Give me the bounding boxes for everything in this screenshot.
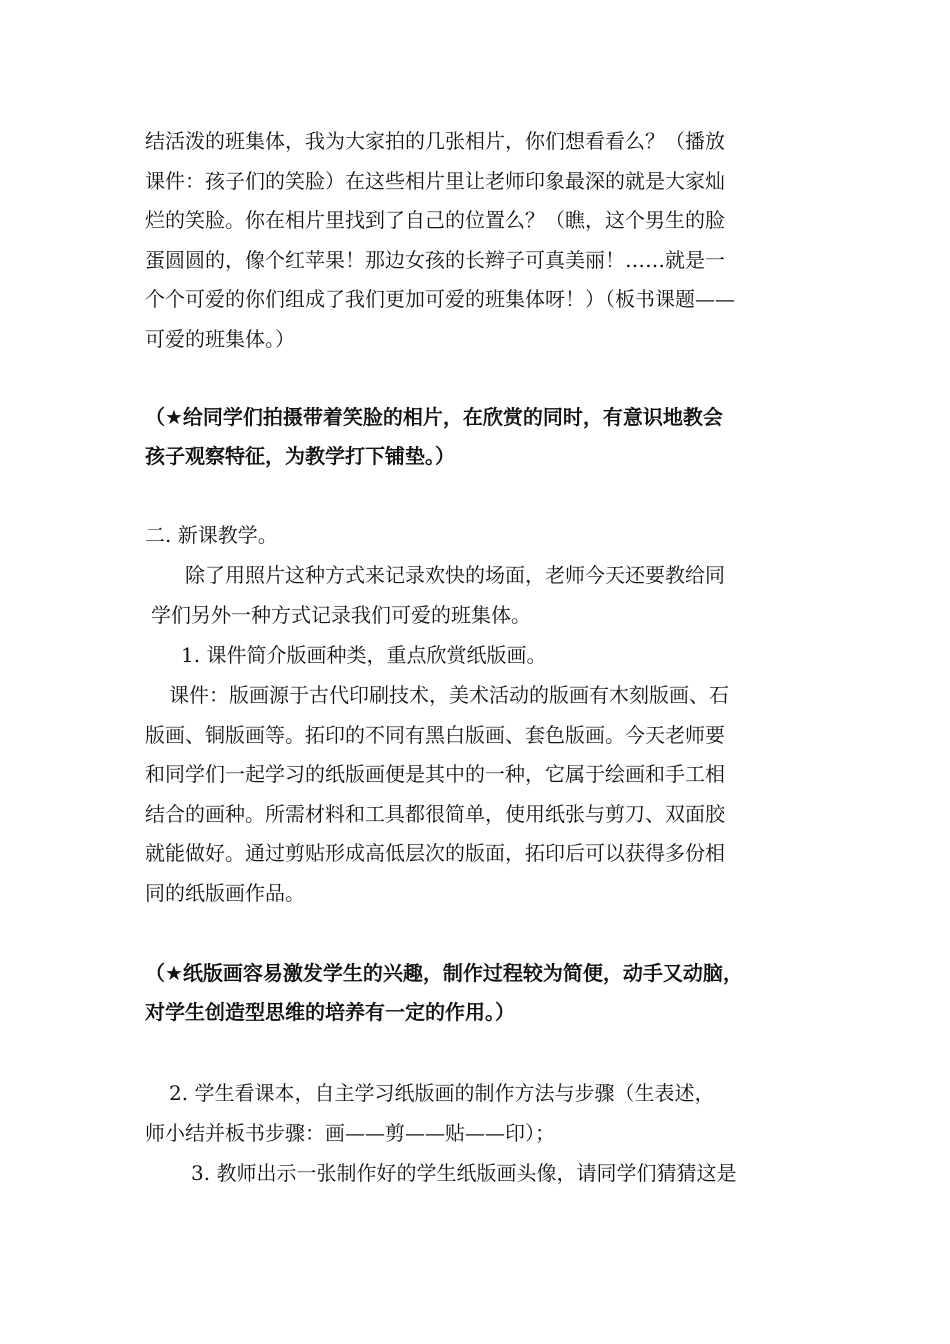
text-line: 课件：孩子们的笑脸）在这些相片里让老师印象最深的就是大家灿: [145, 168, 725, 193]
text-line: 和同学们一起学习的纸版画便是其中的一种，它属于绘画和手工相: [145, 762, 725, 786]
text-line: 可爱的班集体。）: [145, 326, 295, 351]
text-line: （★纸版画容易激发学生的兴趣，制作过程较为简便，动手又动脑，: [145, 961, 743, 985]
text-line: 1. 课件简介版画种类，重点欣赏纸版画。: [181, 643, 547, 667]
text-line: 个个可爱的你们组成了我们更加可爱的班集体呀！）（板书课题——: [145, 287, 735, 311]
text-line: 除了用照片这种方式来记录欢快的场面，老师今天还要教给同: [185, 563, 725, 587]
text-line: 课件：版画源于古代印刷技术，美术活动的版画有木刻版画、石: [169, 683, 729, 707]
text-line: （★给同学们拍摄带着笑脸的相片，在欣赏的同时，有意识地教会: [145, 405, 723, 429]
text-line: 师小结并板书步骤：画——剪——贴——印）；: [145, 1120, 555, 1145]
list-item-2: [145, 1074, 810, 1153]
teaching-note-paper-print: [145, 954, 810, 1032]
teaching-note-photos: [145, 398, 810, 476]
text-line: 就能做好。通过剪贴形成高低层次的版面，拓印后可以获得多份相: [145, 841, 725, 865]
paragraph-courseware-printmaking: [145, 676, 810, 913]
text-line: 烂的笑脸。你在相片里找到了自己的位置么？（瞧，这个男生的脸: [145, 208, 725, 232]
text-line: 对学生创造型思维的培养有一定的作用。）: [145, 1000, 515, 1024]
list-item-1: [145, 636, 810, 676]
text-line: 蛋圆圆的，像个红苹果！那边女孩的长辫子可真美丽！……就是一: [145, 247, 725, 272]
text-line: 孩子观察特征，为教学打下铺垫。）: [145, 444, 455, 468]
text-line: 同的纸版画作品。: [145, 880, 305, 905]
text-line: 结合的画种。所需材料和工具都很简单，使用纸张与剪刀、双面胶: [145, 801, 725, 826]
text-line: 结活泼的班集体，我为大家拍的几张相片，你们想看看么？（播放: [145, 129, 725, 153]
paragraph-another-method: [145, 556, 810, 635]
text-line: 二. 新课教学。: [145, 523, 278, 547]
text-line: 2. 学生看课本，自主学习纸版画的制作方法与步骤（生表述，: [169, 1081, 715, 1105]
section-heading-new-lesson: [145, 516, 810, 556]
text-line: 版画、铜版画等。拓印的不同有黑白版画、套色版画。今天老师要: [145, 722, 725, 747]
paragraph-class-photos: [145, 122, 810, 359]
text-line: 学们另外一种方式记录我们可爱的班集体。: [151, 602, 531, 627]
text-line: 3. 教师出示一张制作好的学生纸版画头像，请同学们猜猜这是: [191, 1161, 737, 1185]
list-item-3: [145, 1154, 810, 1194]
